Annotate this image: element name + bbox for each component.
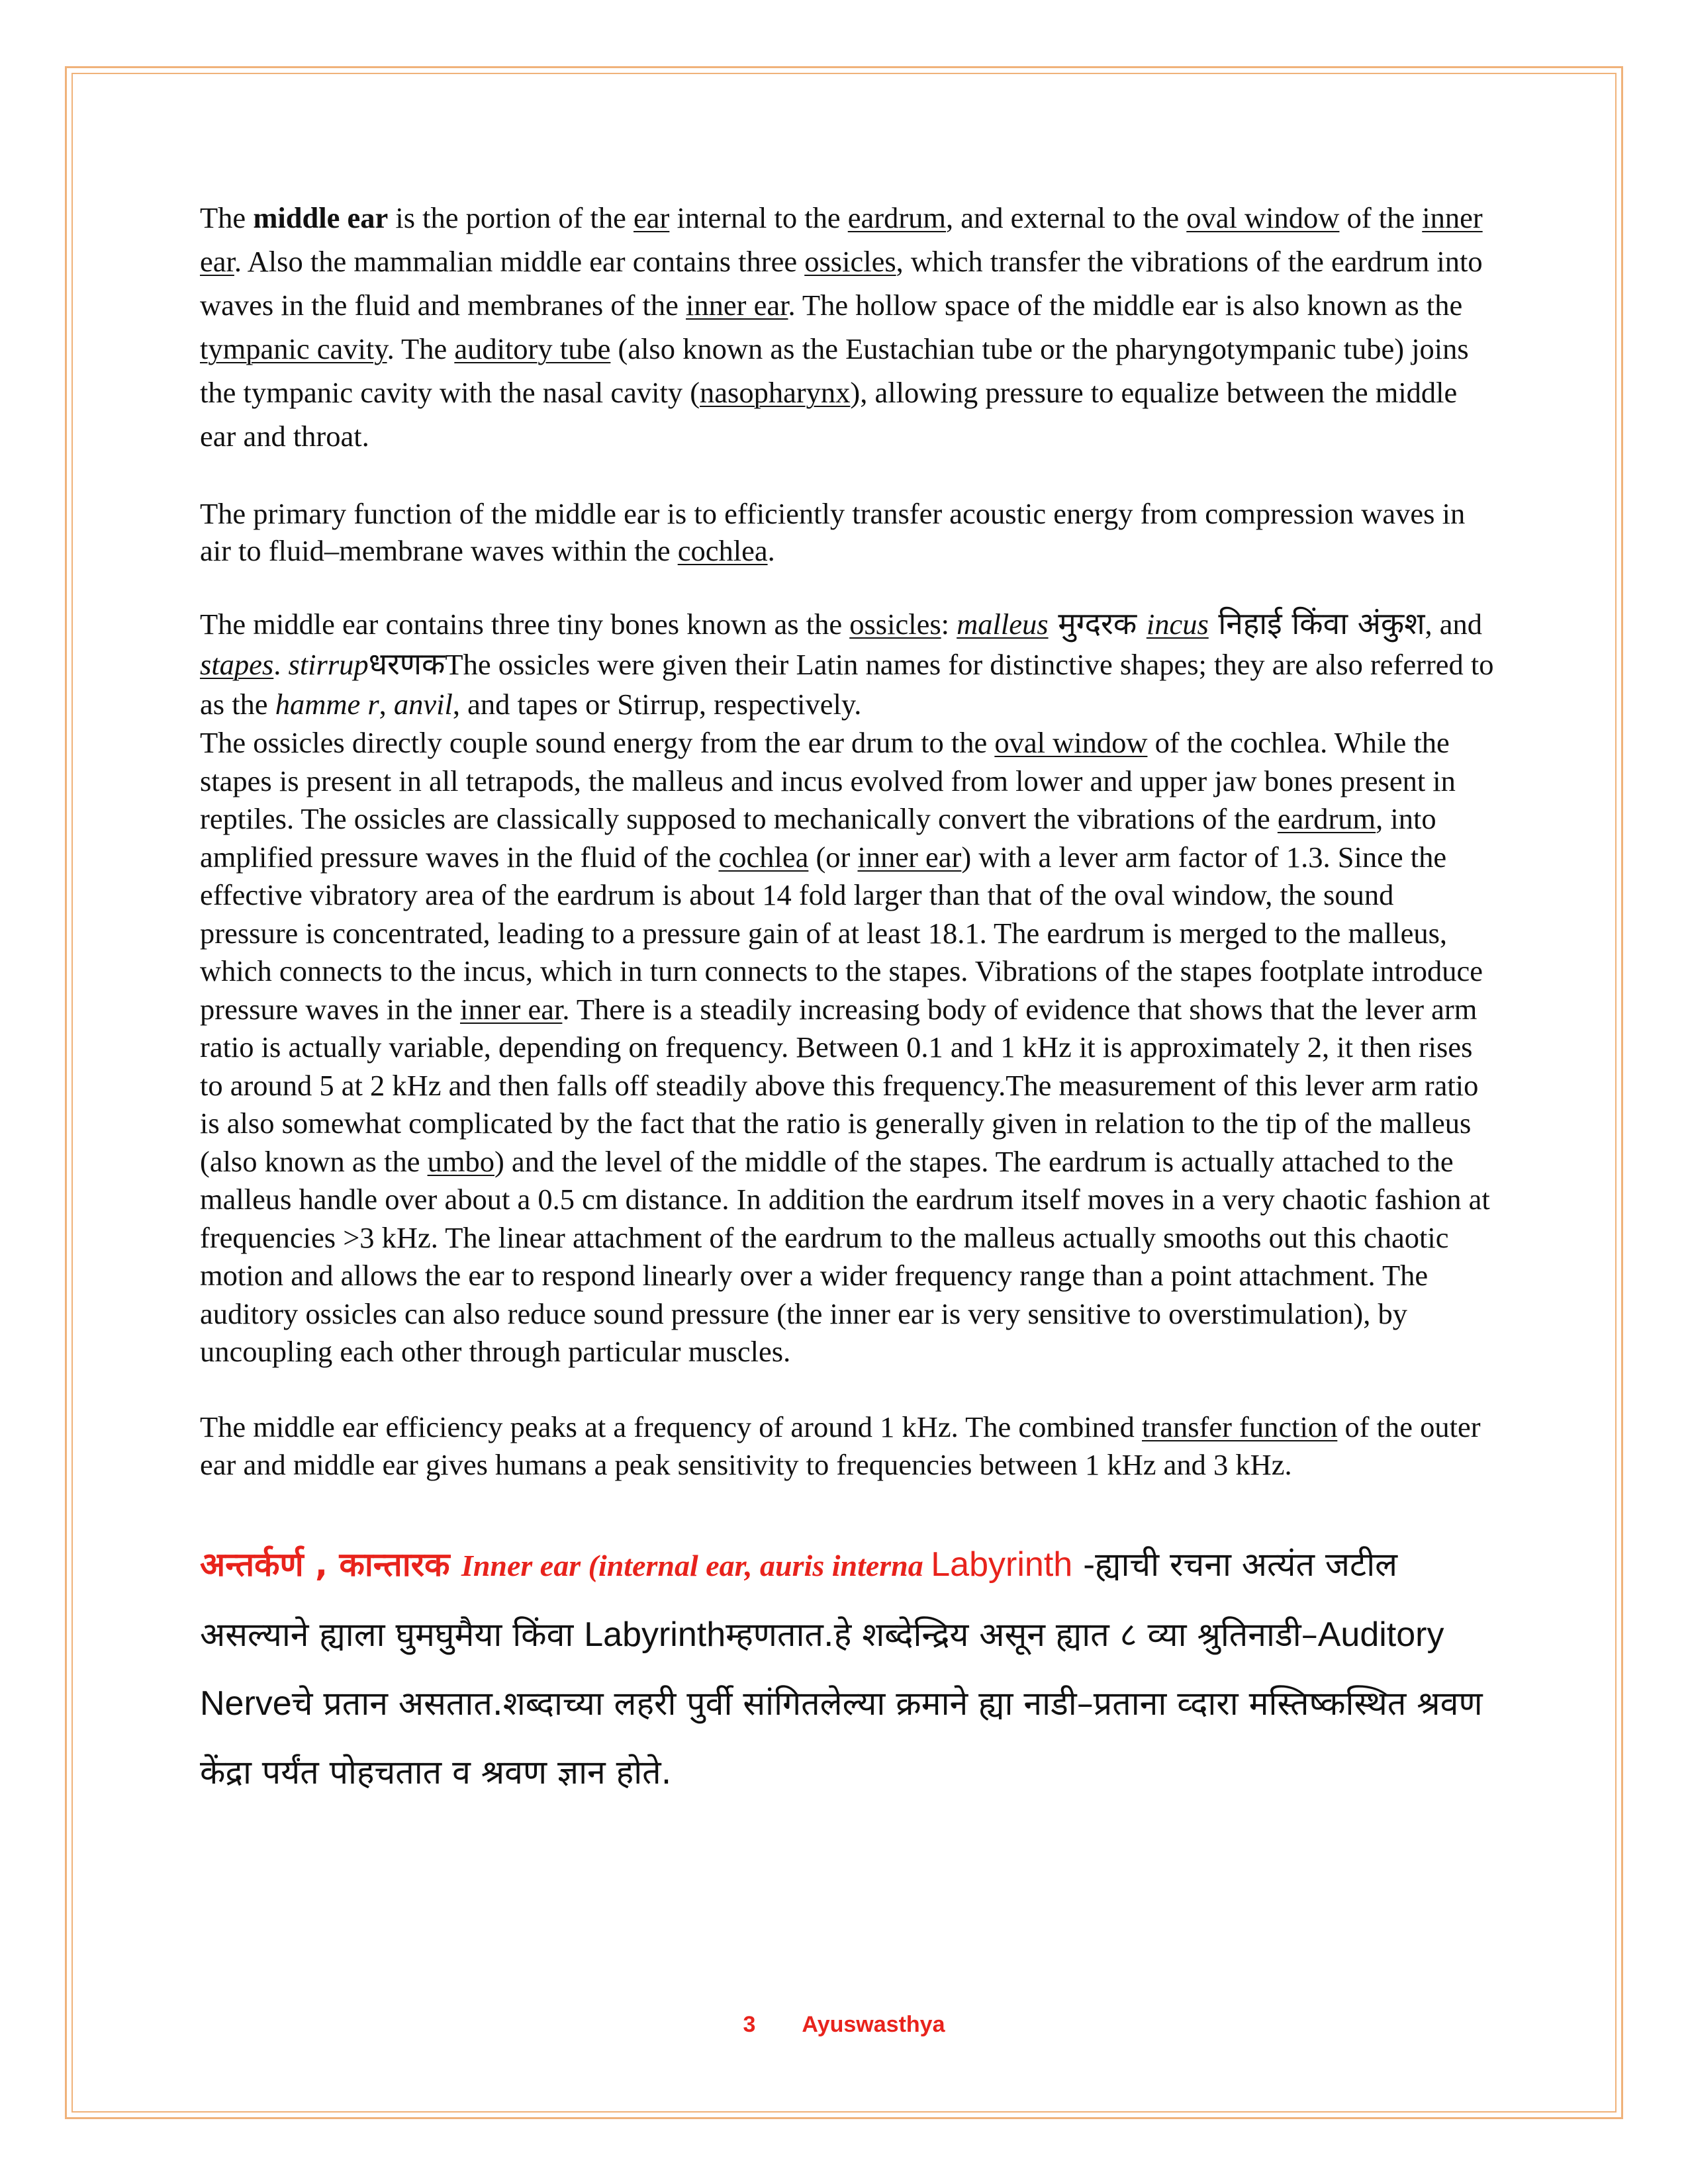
paragraph-primary-function — [200, 495, 1497, 569]
text: , and tapes or Stirrup, respectively. — [452, 688, 862, 721]
link-ear[interactable]: ear — [633, 201, 670, 234]
page-number: 3 — [743, 2012, 756, 2037]
link-incus[interactable]: incus — [1146, 608, 1209, 641]
text: ) and the level of the middle of the stapes. The eardrum is actually attached to the malleus handle over about a 0.5 cm distance. In addition the eardrum itself moves in a very chaotic fashion at frequencies >3 kHz. The linear attachment of the eardrum to the malleus actually smooths out this chaotic motion and allows the ear to respond linearly over a wider frequency range than a point attachment. The auditory ossicles can also reduce sound pressure (the inner ear is very sensitive to overstimulation), by uncoupling each other through particular muscles. — [200, 1144, 1490, 1368]
text: The ossicles directly couple sound energy from the ear drum to the — [200, 726, 995, 759]
text: of the — [1339, 201, 1423, 234]
bold-term: middle ear — [253, 201, 389, 234]
text: ) with a lever arm factor of 1.3. Since the effective vibratory area of the eardrum is about 14 fold larger than that of the oval window, the sound pressure is concentrated, leading to a pressure gain of at least 18.1. The eardrum is merged to the malleus, which connects to the incus, which in turn connects to the stapes. Vibrations of the stapes footplate introduce pressure waves in the — [200, 840, 1483, 1026]
link-transfer-function[interactable]: transfer function — [1142, 1410, 1338, 1443]
text: . There is a steadily increasing body of evidence that shows that the lever arm ratio is actually variable, depending on frequency. Between 0.1 and 1 kHz it is approximately 2, it then rises to around 5 at 2 kHz and then falls off steadily above this frequency.The measurement of this lever arm ratio is also somewhat complicated by the fact that the ratio is generally given in relation to the tip of the malleus (also known as the — [200, 992, 1479, 1178]
text: The middle ear contains three tiny bones known as the — [200, 608, 850, 641]
paragraph-efficiency — [200, 1408, 1497, 1484]
text: . The hollow space of the middle ear is also known as the — [788, 289, 1463, 322]
link-ossicles[interactable]: ossicles — [804, 245, 896, 278]
paragraph-ossicles-function — [200, 724, 1497, 1371]
text: is the portion of the — [388, 201, 634, 234]
term-labyrinth: Labyrinth — [584, 1615, 726, 1654]
document-body — [200, 196, 1497, 1807]
devanagari-term: निहाई किंवा अंकुश — [1208, 606, 1425, 641]
text: The ossicles were given their Latin names for distinctive shapes; they are also referred to as the — [200, 648, 1494, 721]
page-footer — [0, 2012, 1688, 2038]
link-stapes[interactable]: stapes — [200, 648, 274, 681]
devanagari-term: धरणक — [368, 646, 445, 682]
text: , — [379, 688, 394, 721]
heading-marathi-inner-ear: अन्तर्कर्ण , कान्तारक — [200, 1545, 461, 1584]
link-tympanic-cavity[interactable]: tympanic cavity — [200, 332, 387, 365]
italic-term: hamme r — [275, 688, 379, 721]
text: of the cochlea. While the stapes is present in all tetrapods, the malleus and incus evolved from lower and upper jaw bones present in reptiles. The ossicles are classically supposed to mechanically convert the vibrations of the — [200, 726, 1456, 835]
text: The — [200, 201, 254, 234]
text: The primary function of the middle ear is to efficiently transfer acoustic energy from compression waves in air to fluid–membrane waves within the — [200, 497, 1466, 567]
italic-term: stirrup — [288, 648, 369, 681]
paragraph-middle-ear-intro — [200, 196, 1497, 458]
link-inner-ear[interactable]: inner ear — [686, 289, 788, 322]
link-inner-ear[interactable]: inner ear — [857, 840, 962, 874]
text: of the outer ear and middle ear gives humans a peak sensitivity to frequencies between 1 kHz and 3 kHz. — [200, 1410, 1481, 1481]
link-inner-ear[interactable]: inner ear — [200, 201, 1483, 278]
footer-title: Ayuswasthya — [802, 2012, 945, 2037]
link-cochlea[interactable]: cochlea — [718, 840, 809, 874]
paragraph-ossicles-names — [200, 604, 1497, 724]
text: -ह्याची रचना अत्यंत जटील असल्याने ह्याला घुमघुमैया किंवा — [200, 1545, 1398, 1654]
text: , and external to the — [946, 201, 1187, 234]
link-auditory-tube[interactable]: auditory tube — [454, 332, 611, 365]
text: ), allowing pressure to equalize between the middle ear and throat. — [200, 376, 1458, 453]
text: . — [273, 648, 289, 681]
link-umbo[interactable]: umbo — [427, 1144, 494, 1178]
text: : — [941, 608, 957, 641]
text: , into amplified pressure waves in the fluid of the — [200, 802, 1436, 874]
text: The middle ear efficiency peaks at a frequency of around 1 kHz. The combined — [200, 1410, 1143, 1443]
link-cochlea[interactable]: cochlea — [677, 534, 768, 567]
text: . Also the mammalian middle ear contains three — [234, 245, 805, 278]
text: म्हणतात.हे शब्देन्द्रिय असून ह्यात ८ व्या श्रुतिनाडी– — [726, 1615, 1318, 1654]
text: (also known as the Eustachian tube or the pharyngotympanic tube) joins the tympanic cavity with the nasal cavity ( — [200, 332, 1469, 409]
link-eardrum[interactable]: eardrum — [847, 201, 947, 234]
link-malleus[interactable]: malleus — [957, 608, 1049, 641]
text: . — [767, 534, 775, 567]
link-nasopharynx[interactable]: nasopharynx — [700, 376, 851, 409]
italic-term: anvil — [393, 688, 453, 721]
text: internal to the — [669, 201, 848, 234]
text: (or — [808, 840, 858, 874]
text: , which transfer the vibrations of the eardrum into waves in the fluid and membranes of the — [200, 245, 1483, 322]
link-eardrum[interactable]: eardrum — [1277, 802, 1376, 835]
text: चे प्रतान असतात.शब्दाच्या लहरी पुर्वी सांगितलेल्या क्रमाने ह्या नाडी–प्रताना व्दारा मस्तिष्कस्थित श्रवण केंद्रा पर्यंत पोहचतात व श्रवण ज्ञान होते. — [200, 1684, 1483, 1792]
heading-labyrinth: Labyrinth — [931, 1545, 1073, 1584]
term-auditory-nerve: Auditory Nerve — [200, 1615, 1444, 1723]
link-inner-ear[interactable]: inner ear — [459, 992, 563, 1026]
text: , and — [1425, 608, 1483, 641]
heading-inner-ear-latin: Inner ear (internal ear, auris interna — [461, 1548, 931, 1582]
paragraph-inner-ear-marathi — [200, 1530, 1497, 1807]
link-ossicles[interactable]: ossicles — [849, 608, 941, 641]
text: . The — [387, 332, 455, 365]
link-oval-window[interactable]: oval window — [994, 726, 1148, 759]
link-oval-window[interactable]: oval window — [1186, 201, 1340, 234]
devanagari-term: मुग्दरक — [1048, 606, 1147, 641]
